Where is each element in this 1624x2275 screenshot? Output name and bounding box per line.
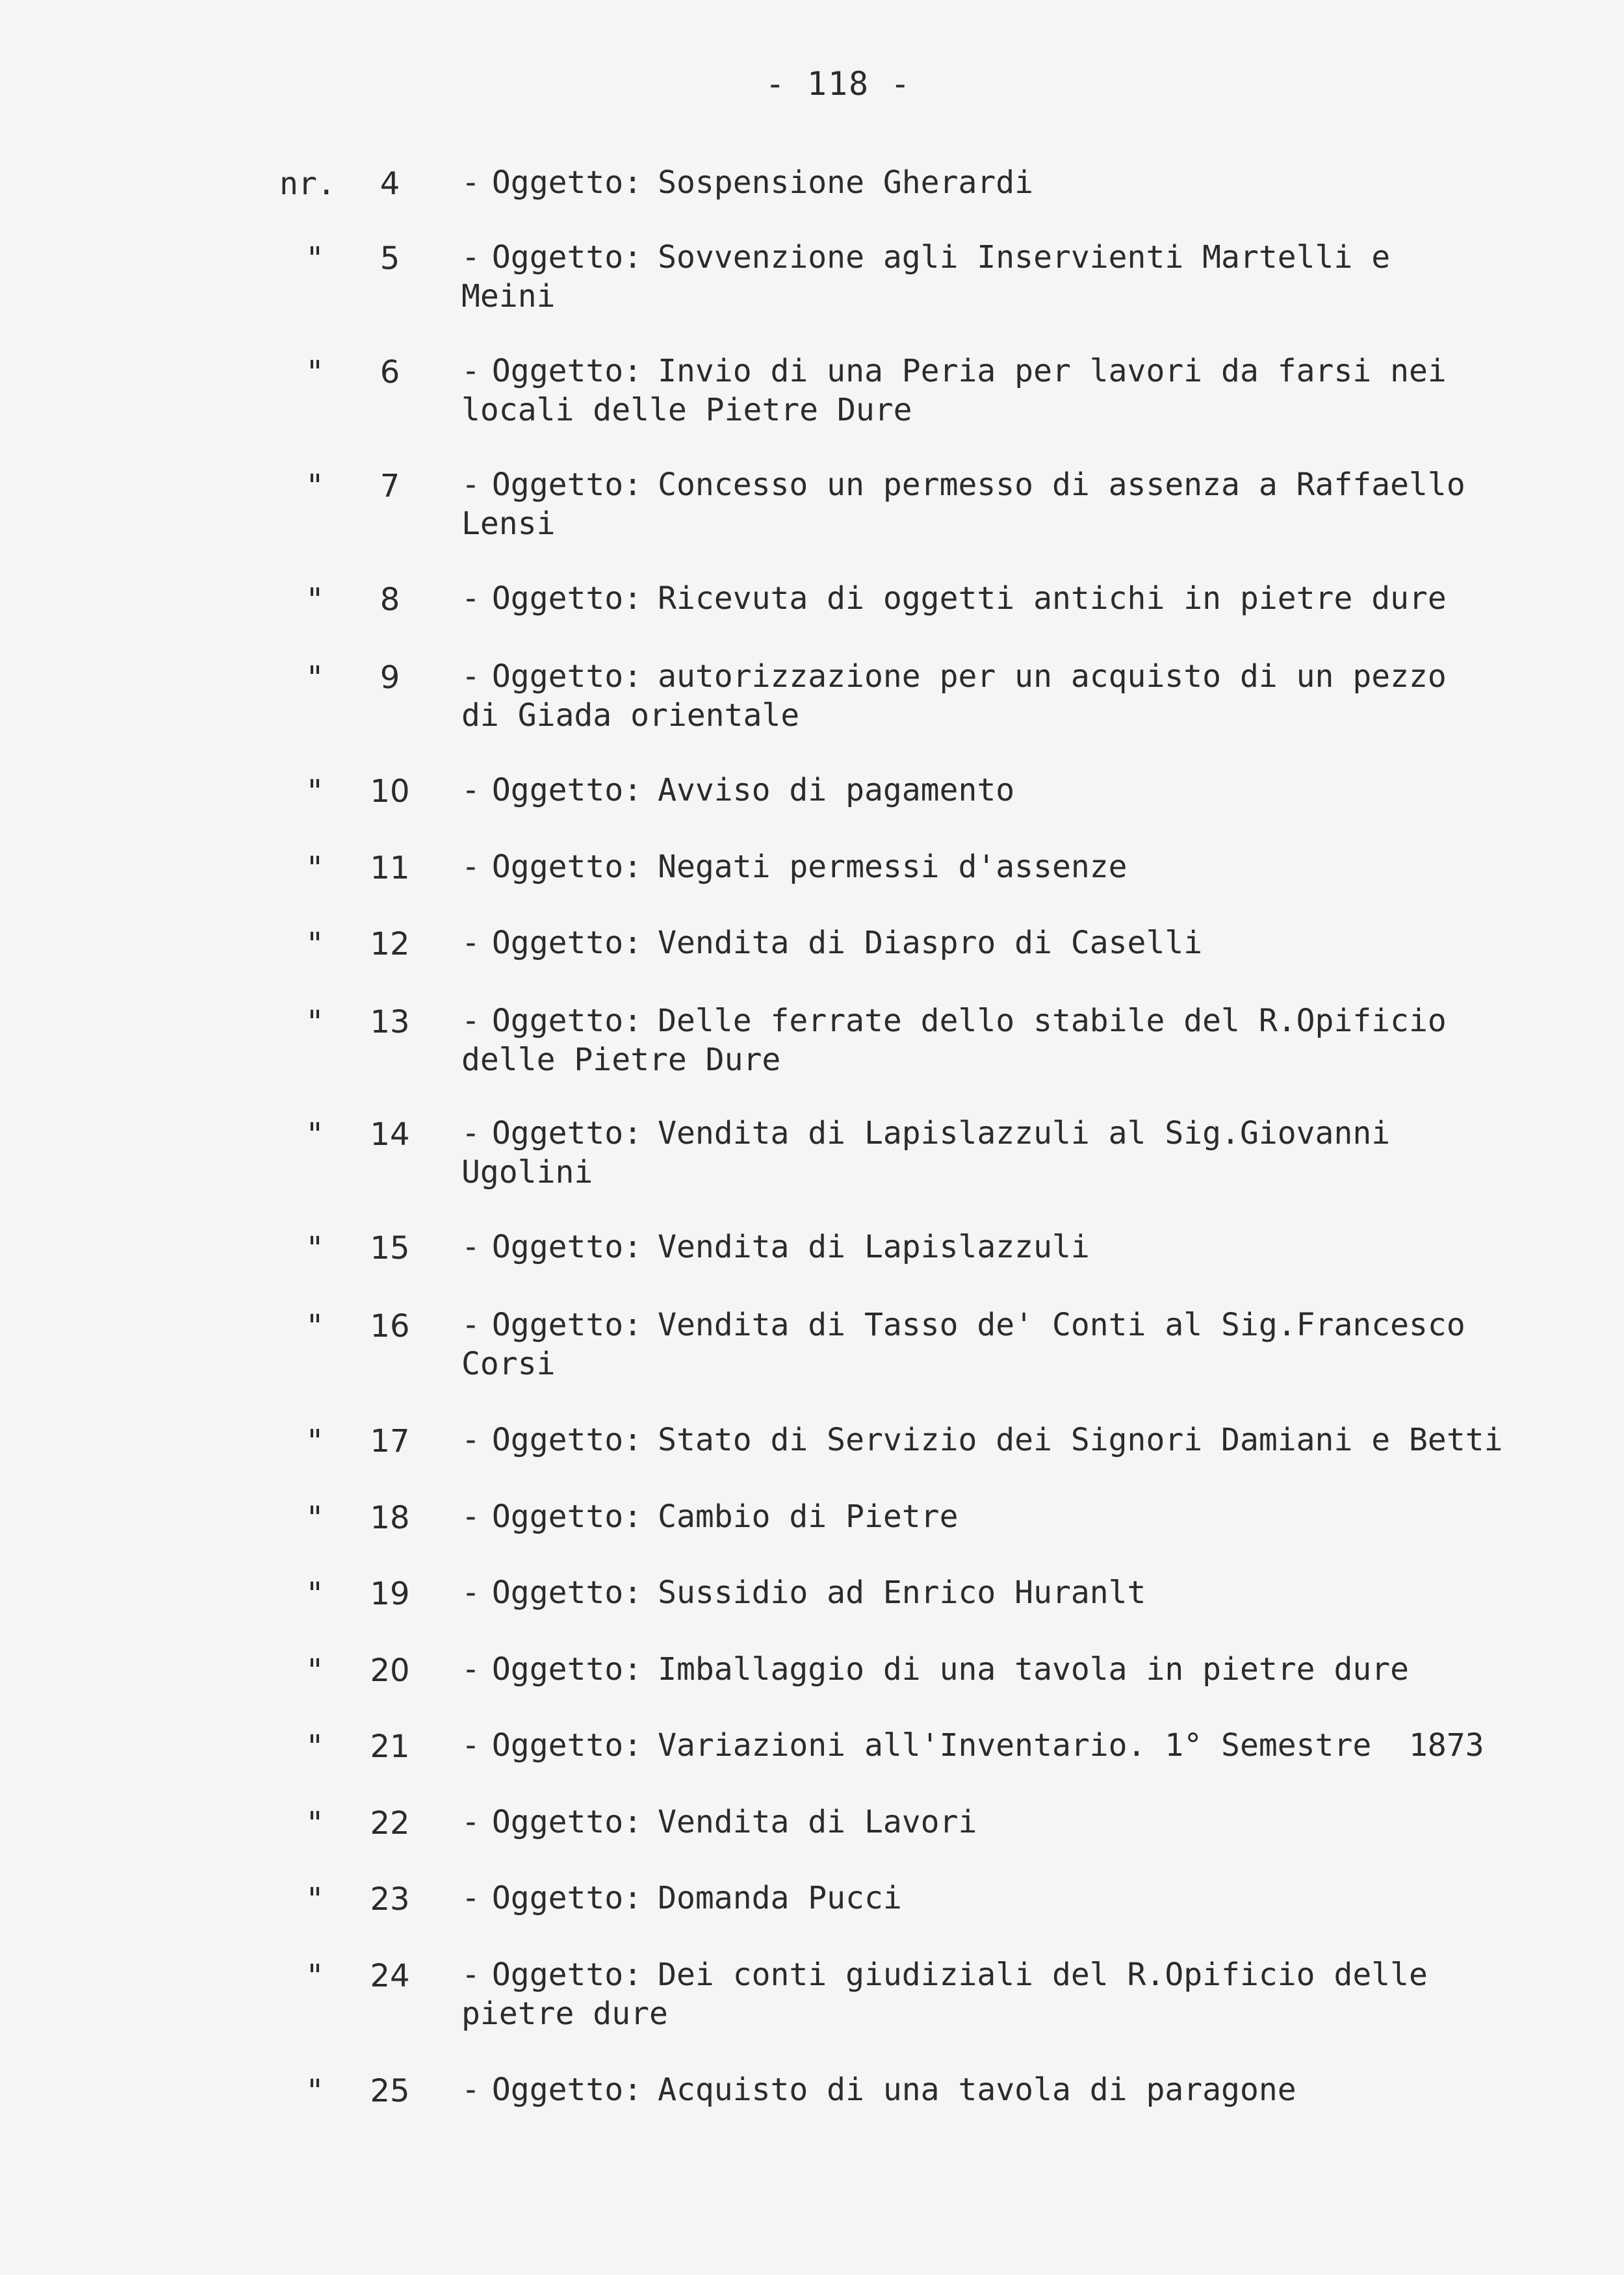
entry-subject-text: Imballaggio di una tavola in pietre dure: [658, 1651, 1410, 1688]
entry-row: [0, 1500, 1624, 1578]
entry-dash: -: [461, 1229, 480, 1265]
entry-subject-continuation: Meini: [461, 278, 556, 315]
entry-row: [0, 166, 1624, 244]
entry-dash: -: [461, 1727, 480, 1764]
entry-row: [0, 926, 1624, 1004]
entry-dash: -: [461, 1651, 480, 1688]
entry-subject: [461, 1879, 1579, 1918]
entry-dash: -: [461, 1307, 480, 1343]
entry-row: [0, 660, 1624, 738]
entry-subject-label: Oggetto:: [491, 580, 643, 617]
entry-ditto-mark: ": [305, 1881, 324, 1918]
entry-subject-label: Oggetto:: [491, 925, 643, 961]
entry-number: 18: [370, 1500, 410, 1536]
entry-row: [0, 1729, 1624, 1806]
entry-subject-text: Acquisto di una tavola di paragone: [658, 2072, 1296, 2108]
entry-subject-label: Oggetto:: [491, 1957, 643, 1993]
entry-subject: [461, 771, 1579, 810]
entry-ditto-mark: ": [305, 468, 324, 504]
entry-subject: [461, 579, 1579, 618]
entry-subject-label: Oggetto:: [491, 1880, 643, 1916]
entry-subject: [461, 1650, 1579, 1689]
entry-dash: -: [461, 849, 480, 885]
entry-row: [0, 1958, 1624, 2036]
entry-subject: [461, 1114, 1579, 1192]
entry-subject-label: Oggetto:: [491, 1727, 643, 1764]
entry-dash: -: [461, 1880, 480, 1916]
entry-subject-continuation: locali delle Pietre Dure: [461, 392, 912, 428]
entry-subject-text: Dei conti giudiziali del R.Opificio delle: [658, 1957, 1428, 1993]
entry-number: 20: [370, 1652, 410, 1689]
entry-ditto-mark: ": [305, 1958, 324, 1994]
entry-ditto-mark: ": [305, 1004, 324, 1040]
entry-subject-text: Domanda Pucci: [658, 1880, 902, 1916]
entry-dash: -: [461, 925, 480, 961]
page-number: - 118 -: [765, 65, 912, 103]
entry-subject-text: Negati permessi d'assenze: [658, 849, 1128, 885]
entry-number: 25: [370, 2073, 410, 2109]
entry-row: [0, 1423, 1624, 1501]
entry-ditto-mark: ": [305, 354, 324, 391]
entry-dash: -: [461, 1575, 480, 1611]
entry-number: 7: [380, 468, 400, 504]
entry-row: [0, 1576, 1624, 1654]
entry-subject-continuation: pietre dure: [461, 1996, 668, 2032]
entry-subject-label: Oggetto:: [491, 164, 643, 201]
entry-subject: [461, 1955, 1579, 2033]
entry-subject-continuation: di Giada orientale: [461, 697, 800, 734]
entry-subject: [461, 1305, 1579, 1383]
entry-row: [0, 1805, 1624, 1883]
entry-ditto-mark: ": [305, 926, 324, 962]
entry-subject-text: Vendita di Lavori: [658, 1804, 977, 1840]
entry-subject: [461, 657, 1579, 735]
entry-subject-text: Vendita di Lapislazzuli: [658, 1229, 1090, 1265]
entry-subject-text: Delle ferrate dello stabile del R.Opificio: [658, 1003, 1447, 1039]
entry-subject-label: Oggetto:: [491, 1422, 643, 1458]
entry-subject-continuation: Lensi: [461, 506, 556, 542]
entry-subject-label: Oggetto:: [491, 1651, 643, 1688]
entry-subject-text: Cambio di Pietre: [658, 1498, 959, 1535]
entry-row: [0, 2073, 1624, 2151]
entry-subject: [461, 1227, 1579, 1266]
entry-ditto-mark: ": [305, 240, 324, 277]
entry-row: [0, 1004, 1624, 1082]
entry-number: 22: [370, 1805, 410, 1842]
entry-dash: -: [461, 1115, 480, 1151]
entry-subject: [461, 1420, 1579, 1459]
entry-subject-continuation: Ugolini: [461, 1154, 593, 1190]
entry-subject-text: Invio di una Peria per lavori da farsi nei: [658, 353, 1447, 389]
entry-ditto-mark: ": [305, 1805, 324, 1842]
entry-subject-text: autorizzazione per un acquisto di un pezzo: [658, 658, 1447, 695]
entry-ditto-mark: ": [305, 1423, 324, 1459]
entry-subject-label: Oggetto:: [491, 849, 643, 885]
entry-dash: -: [461, 1003, 480, 1039]
entry-dash: -: [461, 658, 480, 695]
entry-number: 21: [370, 1729, 410, 1765]
entry-subject-label: Oggetto:: [491, 353, 643, 389]
entry-number: 6: [380, 354, 400, 391]
entry-row: [0, 1652, 1624, 1730]
entry-ditto-mark: ": [305, 1729, 324, 1765]
entry-ditto-mark: ": [305, 1230, 324, 1266]
entry-subject: [461, 847, 1579, 886]
entry-subject: [461, 1497, 1579, 1536]
entry-subject: [461, 1803, 1579, 1842]
entry-prefix-nr: nr.: [279, 166, 336, 202]
entry-number: 11: [370, 850, 410, 886]
entry-number: 16: [370, 1308, 410, 1344]
entry-dash: -: [461, 353, 480, 389]
entry-row: [0, 354, 1624, 432]
entry-ditto-mark: ": [305, 582, 324, 618]
entry-ditto-mark: ": [305, 1308, 324, 1344]
entry-subject-label: Oggetto:: [491, 1804, 643, 1840]
entry-dash: -: [461, 580, 480, 617]
entry-subject-label: Oggetto:: [491, 467, 643, 503]
entry-subject-label: Oggetto:: [491, 239, 643, 276]
entry-subject-continuation: Corsi: [461, 1346, 556, 1382]
entry-subject: [461, 352, 1579, 430]
entry-subject-text: Sussidio ad Enrico Huranlt: [658, 1575, 1146, 1611]
entry-subject-text: Stato di Servizio dei Signori Damiani e Betti: [658, 1422, 1503, 1458]
entry-row: [0, 1230, 1624, 1308]
entry-subject: [461, 923, 1579, 962]
entry-row: [0, 1881, 1624, 1959]
entry-dash: -: [461, 164, 480, 201]
entry-number: 13: [370, 1004, 410, 1040]
entry-number: 24: [370, 1958, 410, 1994]
entry-number: 15: [370, 1230, 410, 1266]
entry-number: 10: [370, 773, 410, 810]
entry-number: 9: [380, 660, 400, 696]
entry-subject: [461, 1001, 1579, 1079]
entry-dash: -: [461, 2072, 480, 2108]
entry-subject-label: Oggetto:: [491, 1498, 643, 1535]
entry-subject: [461, 2070, 1579, 2109]
entry-dash: -: [461, 1498, 480, 1535]
entry-subject: [461, 1573, 1579, 1612]
entry-number: 8: [380, 582, 400, 618]
entry-row: [0, 468, 1624, 546]
entry-row: [0, 850, 1624, 928]
entry-subject-text: Variazioni all'Inventario. 1° Semestre 1873: [658, 1727, 1484, 1764]
entry-row: [0, 582, 1624, 660]
entry-dash: -: [461, 1804, 480, 1840]
entry-subject-text: Vendita di Tasso de' Conti al Sig.Francesco: [658, 1307, 1465, 1343]
entry-subject-text: Concesso un permesso di assenza a Raffaello: [658, 467, 1465, 503]
entry-number: 5: [380, 240, 400, 277]
entry-subject-text: Sovvenzione agli Inservienti Martelli e: [658, 239, 1391, 276]
entry-dash: -: [461, 239, 480, 276]
entry-ditto-mark: ": [305, 2073, 324, 2109]
entry-ditto-mark: ": [305, 1576, 324, 1612]
entry-ditto-mark: ": [305, 1500, 324, 1536]
entry-number: 23: [370, 1881, 410, 1918]
entry-row: [0, 773, 1624, 851]
entry-subject-continuation: delle Pietre Dure: [461, 1042, 781, 1078]
entry-subject-label: Oggetto:: [491, 1003, 643, 1039]
entry-subject-text: Avviso di pagamento: [658, 772, 1015, 808]
entry-subject-text: Ricevuta di oggetti antichi in pietre dure: [658, 580, 1447, 617]
entry-subject-text: Sospensione Gherardi: [658, 164, 1034, 201]
entry-subject-label: Oggetto:: [491, 772, 643, 808]
entry-row: [0, 1308, 1624, 1386]
entry-dash: -: [461, 772, 480, 808]
entry-subject: [461, 238, 1579, 316]
entry-number: 17: [370, 1423, 410, 1459]
entry-ditto-mark: ": [305, 850, 324, 886]
entry-subject-label: Oggetto:: [491, 1307, 643, 1343]
entry-subject-label: Oggetto:: [491, 658, 643, 695]
entry-subject-label: Oggetto:: [491, 2072, 643, 2108]
entry-subject: [461, 163, 1579, 202]
entry-row: [0, 240, 1624, 318]
entry-dash: -: [461, 467, 480, 503]
entry-number: 14: [370, 1116, 410, 1153]
entry-row: [0, 1116, 1624, 1194]
entry-subject-label: Oggetto:: [491, 1115, 643, 1151]
entry-number: 12: [370, 926, 410, 962]
entry-subject: [461, 1726, 1579, 1765]
entry-subject-label: Oggetto:: [491, 1575, 643, 1611]
entry-dash: -: [461, 1957, 480, 1993]
entry-ditto-mark: ": [305, 1652, 324, 1689]
entry-subject-text: Vendita di Lapislazzuli al Sig.Giovanni: [658, 1115, 1391, 1151]
entry-ditto-mark: ": [305, 660, 324, 696]
entry-ditto-mark: ": [305, 1116, 324, 1153]
entry-subject: [461, 465, 1579, 543]
entry-ditto-mark: ": [305, 773, 324, 810]
entry-subject-label: Oggetto:: [491, 1229, 643, 1265]
entry-number: 4: [380, 166, 400, 202]
entry-number: 19: [370, 1576, 410, 1612]
entry-dash: -: [461, 1422, 480, 1458]
entry-subject-text: Vendita di Diaspro di Caselli: [658, 925, 1203, 961]
